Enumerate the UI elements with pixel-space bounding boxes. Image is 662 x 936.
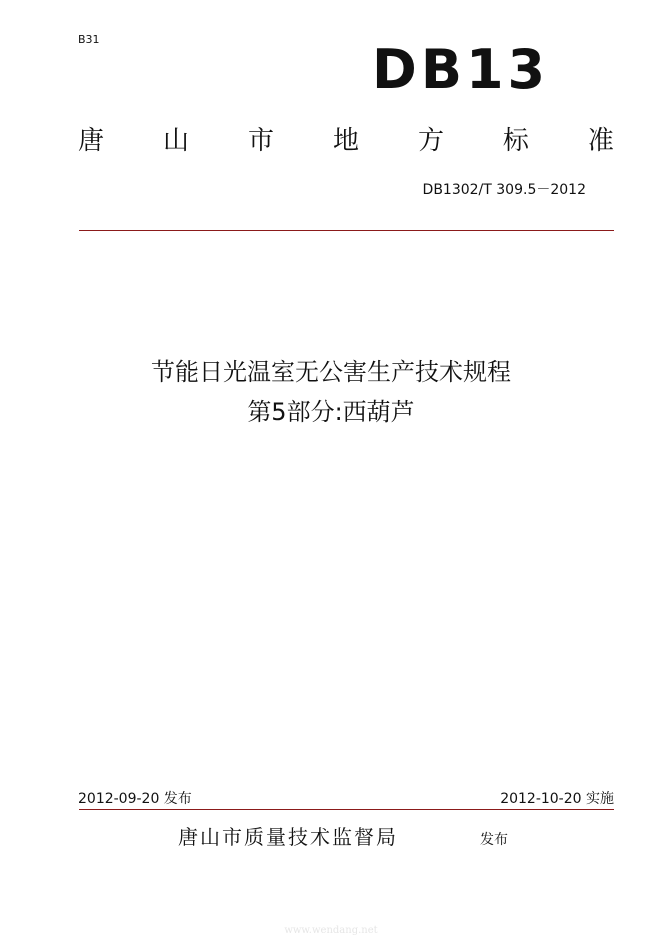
authority-char: 唐: [78, 126, 105, 156]
authority-char: 方: [417, 126, 444, 156]
issuer-suffix: 发布: [480, 832, 508, 848]
watermark: www.wendang.net: [284, 925, 378, 936]
document-subtitle: 第5部分:西葫芦: [247, 398, 415, 426]
effective-date: 2012-10-20 实施: [500, 791, 614, 807]
authority-char: 地: [332, 126, 359, 156]
authority-char: 山: [162, 126, 189, 156]
header-divider: [79, 230, 614, 231]
footer-divider: [79, 809, 614, 810]
issuing-authority-title: [78, 124, 614, 158]
classification-code: B31: [78, 33, 100, 46]
authority-char: 准: [587, 126, 614, 156]
document-title: 节能日光温室无公害生产技术规程: [151, 358, 511, 386]
authority-char: 市: [247, 126, 274, 156]
issuer-name: 唐山市质量技术监督局: [178, 825, 398, 849]
standard-code: DB13: [372, 38, 550, 101]
publish-date: 2012-09-20 发布: [78, 791, 192, 807]
authority-char: 标: [502, 126, 529, 156]
standard-number: DB1302/T 309.5－2012: [422, 182, 586, 198]
